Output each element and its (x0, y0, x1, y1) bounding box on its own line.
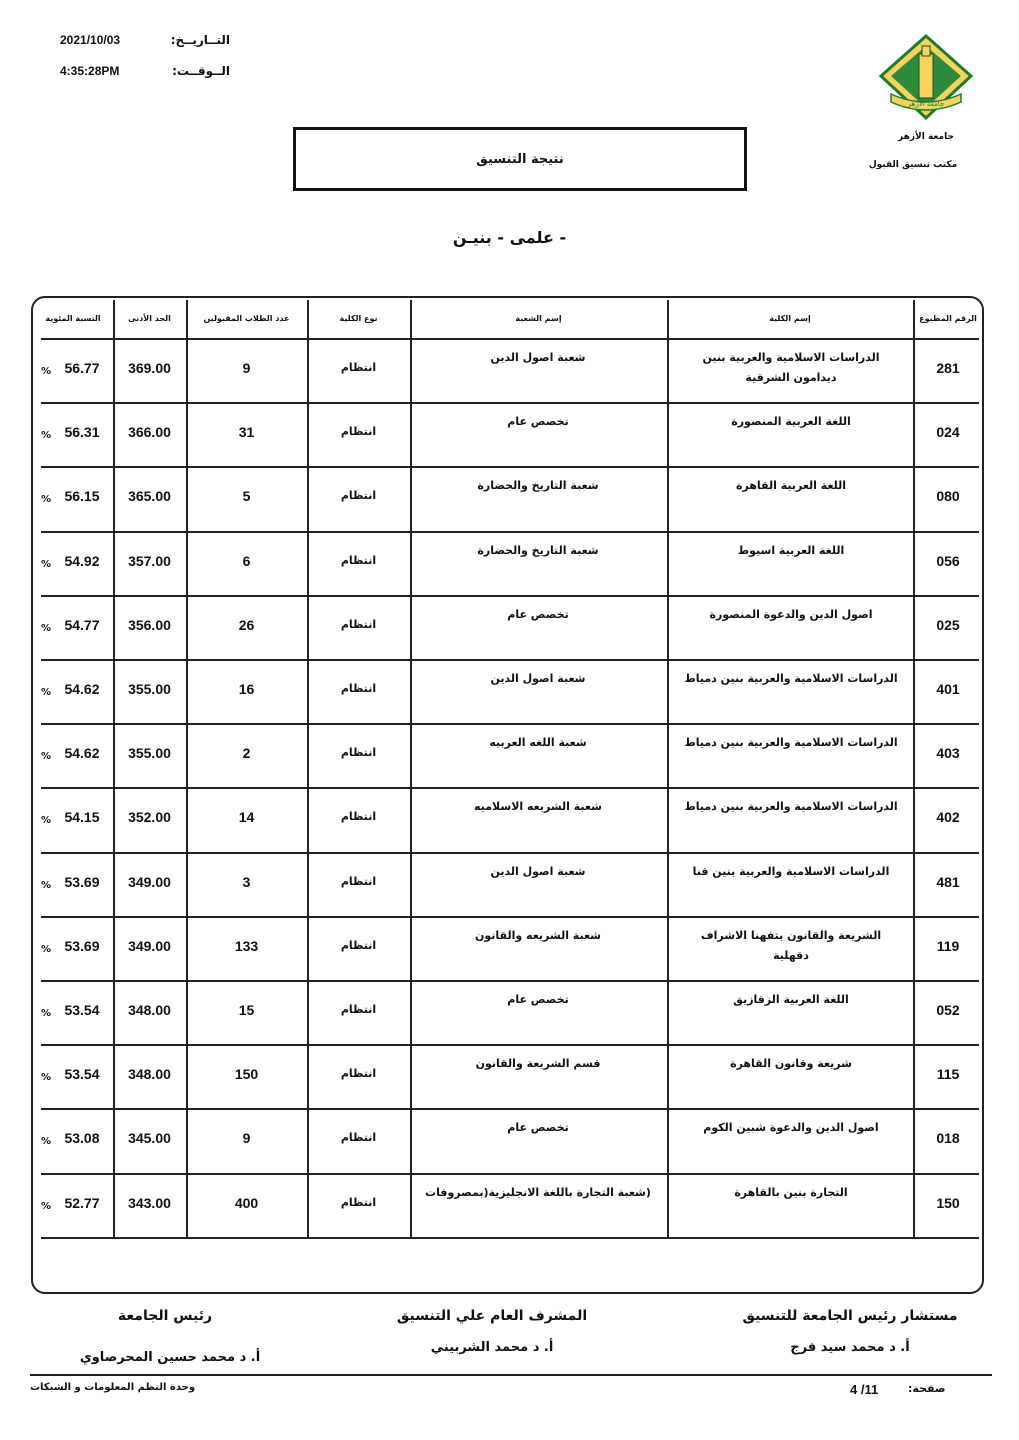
time-value: 4:35:28PM (60, 64, 120, 78)
col-college-header: إسم الكلية (769, 314, 811, 323)
row-code: 056 (936, 552, 960, 569)
row-college: اللغة العربية اسيوط (737, 543, 845, 557)
row-division: شعبة التاريخ والحضارة (477, 543, 599, 557)
row-accepted: 150 (234, 1066, 259, 1083)
row-division: تخصص عام (507, 607, 569, 621)
row-min: 349.00 (128, 873, 171, 890)
row-college: الشريعة والقانون بتفهنا الاشراف دقهلية (700, 928, 882, 962)
table-row (33, 787, 983, 851)
date-value: 2021/10/03 (60, 33, 121, 47)
row-min: 343.00 (128, 1194, 171, 1211)
row-code: 115 (936, 1066, 960, 1083)
row-min: 348.00 (128, 1002, 171, 1018)
row-rule (41, 1237, 979, 1239)
row-pct: 56.15 (64, 488, 100, 505)
row-min: 345.00 (128, 1130, 171, 1147)
row-type: انتظام (340, 553, 377, 567)
table-row (33, 466, 983, 530)
row-type: انتظام (340, 874, 377, 888)
percent-sign: % (41, 687, 52, 698)
row-college: شريعة وقانون القاهرة (730, 1057, 852, 1071)
section-subtitle: - علمى - بنيـن (452, 228, 567, 247)
row-accepted: 133 (234, 937, 259, 954)
result-title-box (293, 127, 747, 191)
row-college: الدراسات الاسلامية والعربية بنين دمياط (684, 736, 898, 750)
row-type: انتظام (340, 746, 377, 760)
row-accepted: 31 (238, 424, 255, 441)
date-label: التــاريــخ: (170, 33, 230, 47)
row-college: اللغة العربية الزقازيق (733, 993, 849, 1006)
row-code: 018 (936, 1130, 960, 1147)
row-pct: 52.77 (64, 1194, 100, 1211)
col-pct-header: النسبة المئوية (45, 314, 101, 323)
percent-sign: % (41, 751, 52, 763)
row-pct: 56.77 (64, 360, 100, 376)
time-label: الــوقــت: (172, 64, 230, 78)
row-division: شعبة اللغه العربيه (489, 736, 587, 750)
row-division: تخصص عام (507, 415, 569, 429)
row-code: 025 (936, 616, 960, 633)
col-type-header: نوع الكلية (339, 314, 378, 323)
row-pct: 53.08 (64, 1130, 100, 1147)
row-type: انتظام (340, 361, 377, 374)
row-code: 052 (936, 1002, 960, 1018)
row-min: 365.00 (128, 488, 171, 505)
row-code: 024 (936, 424, 960, 441)
row-division: شعبة اصول الدين (490, 672, 586, 685)
row-type: انتظام (340, 1003, 377, 1016)
percent-sign: % (41, 1008, 52, 1019)
table-row (33, 1108, 983, 1172)
table-row (33, 402, 983, 466)
table-row (33, 338, 983, 402)
table-row (33, 1044, 983, 1108)
table-row (33, 659, 983, 723)
row-code: 401 (936, 681, 960, 697)
row-type: انتظام (340, 1067, 377, 1081)
percent-sign: % (41, 1072, 52, 1084)
row-min: 357.00 (128, 552, 171, 569)
row-type: انتظام (340, 489, 377, 503)
table-row (33, 595, 983, 659)
row-min: 366.00 (128, 424, 171, 441)
col-accepted-header: عدد الطلاب المقبولين (203, 314, 290, 323)
percent-sign: % (41, 879, 52, 891)
percent-sign: % (41, 815, 52, 827)
row-college: اصول الدين والدعوة المنصورة (709, 607, 873, 621)
row-accepted: 16 (238, 681, 255, 697)
row-pct: 54.92 (64, 552, 100, 569)
row-code: 402 (936, 809, 960, 826)
row-accepted: 2 (242, 745, 251, 762)
row-accepted: 9 (242, 360, 251, 376)
percent-sign: % (41, 943, 52, 955)
row-type: انتظام (340, 938, 377, 952)
sig-left-name: أ. د محمد حسين المحرصاوي (79, 1350, 261, 1365)
page-label: صفحة: (908, 1382, 946, 1395)
row-code: 080 (936, 488, 960, 505)
row-division: شعبة اصول الدين (490, 864, 586, 878)
row-accepted: 400 (234, 1194, 259, 1211)
row-accepted: 9 (242, 1130, 251, 1147)
row-division: قسم الشريعة والقانون (475, 1057, 601, 1071)
sig-right-name: أ. د محمد سيد فرج (790, 1340, 910, 1355)
percent-sign: % (41, 622, 52, 634)
percent-sign: % (41, 494, 52, 506)
row-college: الدراسات الاسلامية والعربية بنين دمياط (684, 672, 898, 685)
row-pct: 54.62 (64, 745, 100, 762)
row-min: 355.00 (128, 681, 171, 697)
row-accepted: 3 (242, 873, 251, 890)
table-row (33, 916, 983, 980)
row-pct: 53.69 (64, 937, 100, 954)
result-title: نتيجة التنسيق (476, 151, 564, 167)
row-pct: 54.15 (64, 809, 100, 826)
row-code: 119 (936, 937, 960, 954)
row-type: انتظام (340, 617, 377, 631)
row-code: 281 (936, 360, 960, 376)
row-type: انتظام (340, 1195, 377, 1209)
row-pct: 54.62 (64, 681, 100, 697)
row-pct: 53.54 (64, 1002, 100, 1018)
row-accepted: 26 (238, 616, 255, 633)
row-min: 352.00 (128, 809, 171, 826)
row-accepted: 5 (242, 488, 251, 505)
table-row (33, 1173, 983, 1237)
col-division-header: إسم الشعبة (515, 314, 562, 323)
row-min: 349.00 (128, 937, 171, 954)
row-accepted: 15 (238, 1002, 255, 1018)
table-row (33, 852, 983, 916)
row-min: 355.00 (128, 745, 171, 762)
row-division: شعبة اصول الدين (490, 351, 586, 364)
col-code-header: الرقم المطبوع (919, 314, 977, 323)
row-type: انتظام (340, 810, 377, 824)
percent-sign: % (41, 430, 52, 442)
row-college: اللغة العربية القاهرة (735, 479, 847, 493)
percent-sign: % (41, 1136, 52, 1148)
unit-name: وحدة النظم المعلومات و الشبكات (30, 1382, 196, 1393)
row-division: تخصص عام (507, 993, 569, 1006)
footer-rule (30, 1374, 992, 1376)
row-pct: 53.54 (64, 1066, 100, 1083)
row-college: التجارة بنين بالقاهرة (734, 1185, 848, 1199)
row-accepted: 14 (238, 809, 255, 826)
row-pct: 53.69 (64, 873, 100, 890)
row-type: انتظام (340, 682, 377, 695)
row-college: الدراسات الاسلامية والعربية بنين دمياط (684, 800, 898, 814)
percent-sign: % (41, 366, 52, 377)
sig-center-name: أ. د محمد الشربيني (430, 1340, 554, 1355)
page-value: 4 /11 (850, 1382, 879, 1397)
org-office: مكتب تنسيق القبول (868, 160, 958, 170)
row-pct: 56.31 (64, 424, 100, 441)
col-min-header: الحد الأدنى (128, 314, 171, 323)
sig-left-title: رئيس الجامعة (117, 1308, 213, 1324)
svg-text:جامعة الأزهر: جامعة الأزهر (907, 100, 945, 108)
row-college: اصول الدين والدعوة شبين الكوم (703, 1121, 879, 1135)
results-table (31, 296, 984, 1294)
row-division: شعبة التاريخ والحضارة (477, 479, 599, 493)
row-code: 403 (936, 745, 960, 762)
row-code: 481 (936, 873, 960, 890)
sig-center-title: المشرف العام علي التنسيق (396, 1308, 588, 1324)
percent-sign: % (41, 1200, 52, 1212)
sig-right-title: مستشار رئيس الجامعة للتنسيق (742, 1308, 958, 1324)
row-accepted: 6 (242, 552, 251, 569)
org-name: جامعة الأزهر (898, 132, 954, 142)
table-row (33, 980, 983, 1044)
row-pct: 54.77 (64, 616, 100, 633)
row-code: 150 (936, 1194, 960, 1211)
row-college: الدراسات الاسلامية والعربية بنين قنا (692, 864, 890, 878)
table-row (33, 531, 983, 595)
row-type: انتظام (340, 1131, 377, 1145)
row-type: انتظام (340, 425, 377, 439)
row-min: 356.00 (128, 616, 171, 633)
row-min: 348.00 (128, 1066, 171, 1083)
percent-sign: % (41, 558, 52, 570)
row-division: شعبة الشريعه والقانون (475, 928, 601, 942)
row-college: الدراسات الاسلامية والعربية بنين ديدامون الشرقية (702, 351, 880, 384)
university-logo (873, 32, 979, 122)
row-college: اللغة العربية المنصورة (731, 415, 851, 429)
row-division: شعبة الشريعه الاسلاميه (474, 800, 602, 814)
row-division: (شعبة التجارة باللغة الانجليزية(بمصروفات (425, 1185, 651, 1199)
row-min: 369.00 (128, 360, 171, 376)
row-division: تخصص عام (507, 1121, 569, 1135)
table-row (33, 723, 983, 787)
